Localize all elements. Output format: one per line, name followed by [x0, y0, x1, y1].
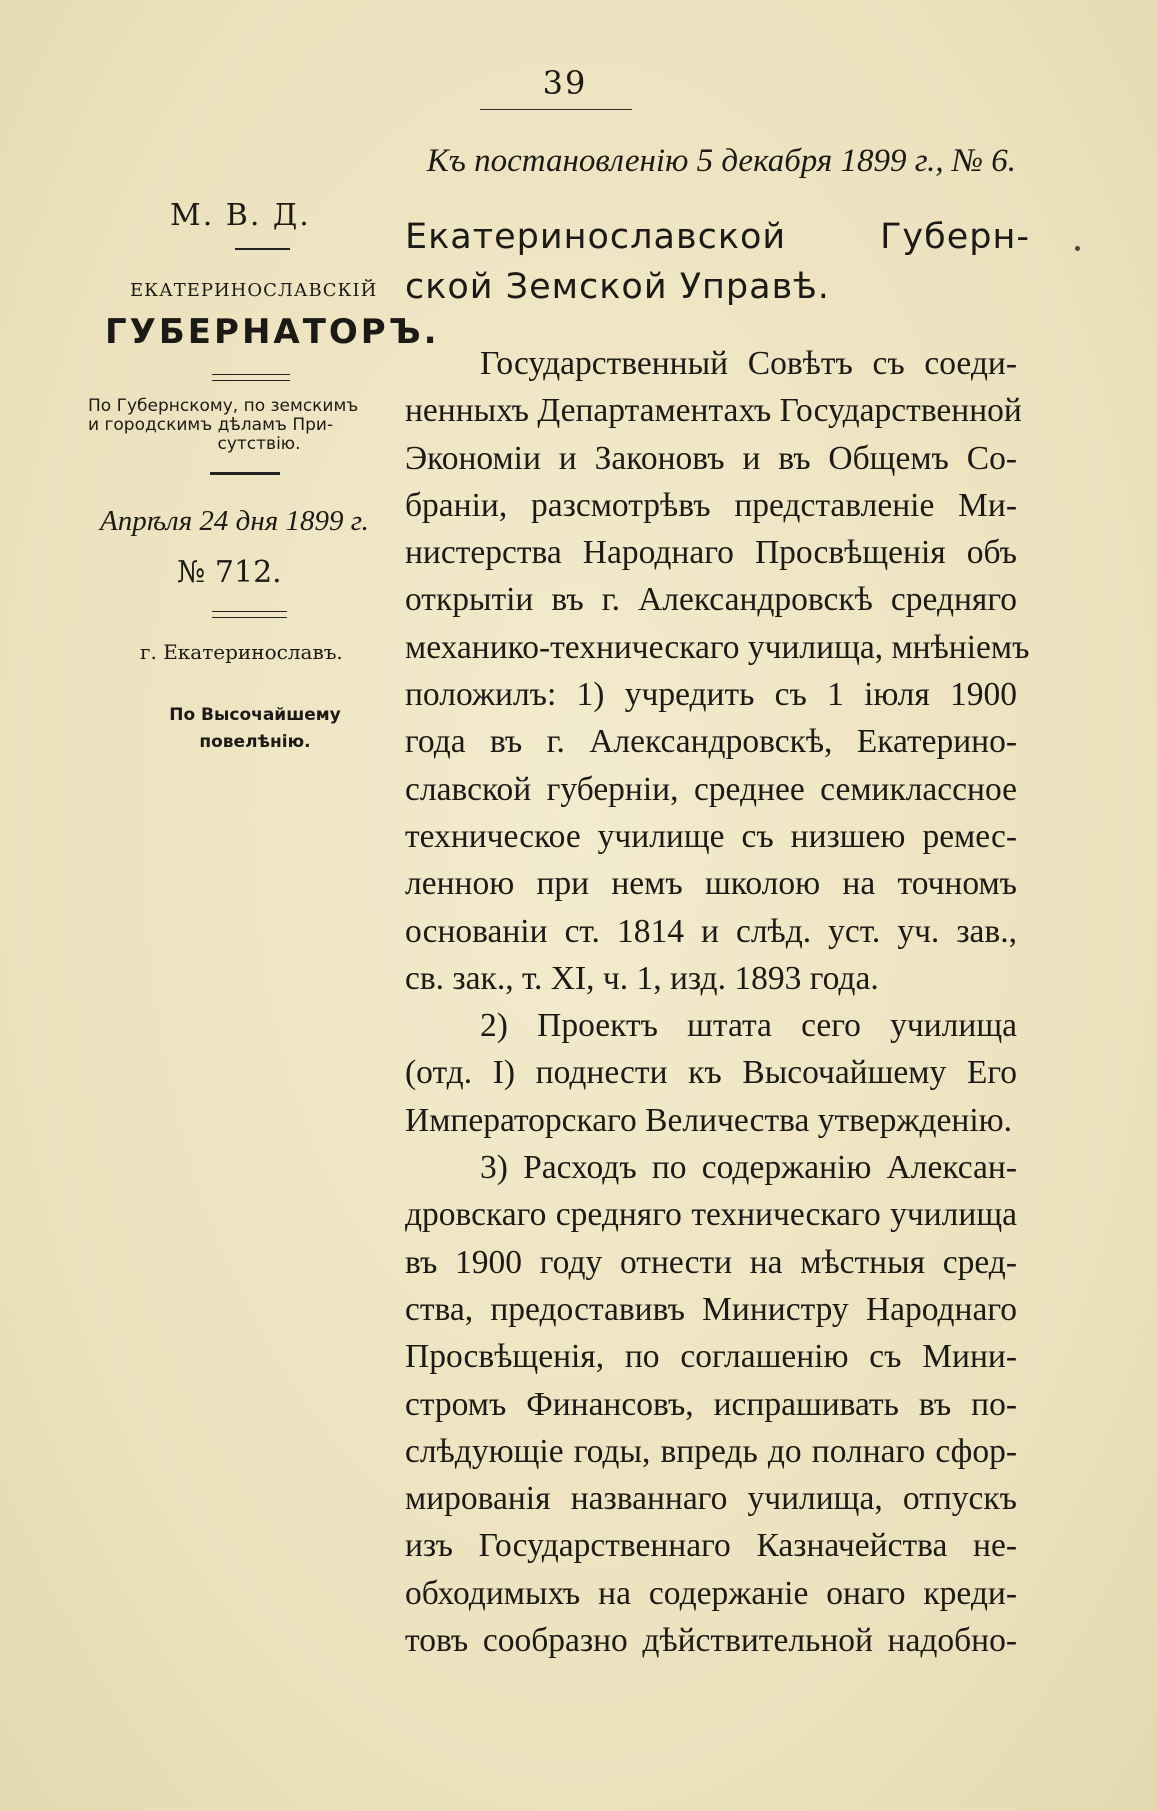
body-line: ленною при немъ школою на точномъ: [405, 865, 1017, 903]
body-line: товъ сообразно дѣйствительной надобно-: [405, 1622, 1017, 1660]
page-number-rule: [480, 109, 632, 110]
governor-office: ЕКАТЕРИНОСЛАВСКІЙ: [130, 280, 378, 301]
body-line: механико-техническаго училища, мнѣніемъ: [405, 628, 1030, 666]
by-command-line: повелѣнію.: [199, 732, 311, 752]
body-line: Императорскаго Величества утвержденію.: [405, 1101, 1013, 1139]
resolution-reference: Къ постановленію 5 декабря 1899 г., № 6.: [426, 143, 1016, 179]
body-line: 3) Расходъ по содержанію Алексан-: [480, 1149, 1017, 1187]
body-line: основаніи ст. 1814 и слѣд. уст. уч. зав.,: [405, 912, 1017, 950]
body-line: слѣдующіе годы, впредь до полнаго сфор-: [405, 1432, 1017, 1470]
body-line: Государственный Совѣтъ съ соеди-: [480, 345, 1017, 382]
body-line: дровскаго средняго техническаго училища: [405, 1196, 1017, 1234]
body-line: (отд. I) поднести къ Высочайшему Его: [405, 1054, 1017, 1092]
ink-dot: [1075, 246, 1080, 251]
body-line: 2) Проектъ штата сего училища: [480, 1007, 1017, 1045]
by-command-line: По Высочайшему: [169, 705, 341, 725]
body-line: Просвѣщенія, по соглашенію съ Мини-: [405, 1338, 1017, 1376]
divider: [210, 472, 280, 475]
double-divider: [212, 374, 290, 381]
body-line: обходимыхъ на содержаніе онаго креди-: [405, 1574, 1017, 1612]
governor-title: ГУБЕРНАТОРЪ.: [105, 312, 440, 352]
body-line: ства, предоставивъ Министру Народнаго: [405, 1290, 1017, 1328]
body-line: браніи, разсмотрѣвъ представленіе Ми-: [405, 486, 1017, 524]
presence-note: [88, 397, 400, 454]
document-date: Апрѣля 24 дня 1899 г.: [100, 505, 369, 537]
addressee-line: ской Земской Управѣ.: [405, 267, 830, 307]
city-label: г. Екатеринославъ.: [140, 640, 343, 664]
body-line: стромъ Финансовъ, испрашивать въ по-: [405, 1385, 1017, 1423]
divider: [235, 248, 290, 250]
addressee-line: Екатеринославской Губерн-: [405, 217, 1030, 257]
body-line: открытіи въ г. Александровскѣ средняго: [405, 581, 1017, 619]
by-command-note: [160, 702, 350, 756]
presence-line: и городскимъ дѣламъ При-: [88, 415, 334, 435]
body-line: положилъ: 1) учредить съ 1 іюля 1900: [405, 676, 1017, 714]
body-line: мированія названнаго училища, отпускъ: [405, 1480, 1017, 1518]
addressee: [405, 212, 1030, 312]
presence-line: сутствію.: [217, 434, 301, 454]
double-divider: [212, 611, 287, 618]
body-line: св. зак., т. XI, ч. 1, изд. 1893 года.: [405, 959, 879, 997]
body-line: въ 1900 году отнести на мѣстныя сред-: [405, 1243, 1017, 1281]
body-line: ненныхъ Департаментахъ Государственной: [405, 392, 1022, 430]
presence-line: По Губернскому, по земскимъ: [88, 396, 359, 416]
body-line: нистерства Народнаго Просвѣщенія объ: [405, 534, 1017, 572]
body-line: техническое училище съ низшею ремес-: [405, 817, 1017, 855]
document-number: № 712.: [177, 555, 282, 590]
ministry-label: М. В. Д.: [170, 198, 311, 233]
page-number: 39: [542, 64, 588, 102]
body-line: славской губерніи, среднее семиклассное: [405, 770, 1017, 808]
body-text: [405, 340, 1030, 1664]
body-line: Экономіи и Законовъ и въ Общемъ Со-: [405, 439, 1017, 477]
body-line: года въ г. Александровскѣ, Екатерино-: [405, 723, 1017, 761]
body-line: изъ Государственнаго Казначейства не-: [405, 1527, 1017, 1565]
